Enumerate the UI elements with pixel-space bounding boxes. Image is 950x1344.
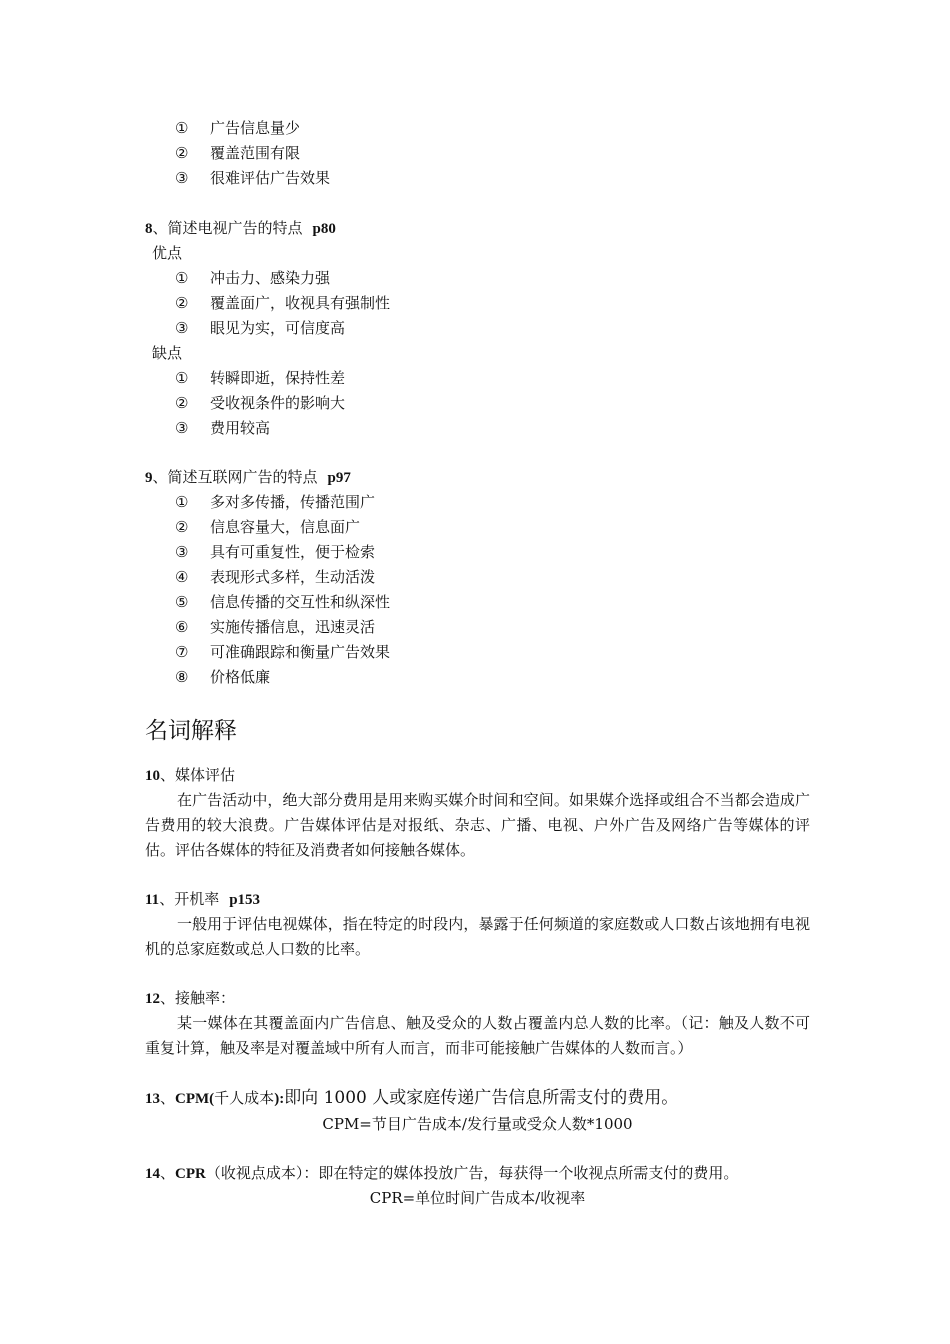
cpr-formula: CPR=单位时间广告成本/收视率 <box>369 1189 586 1207</box>
list-item: ④ 表现形式多样，生动活泼 <box>175 568 376 586</box>
question-10-heading: 10、媒体评估 <box>145 766 236 784</box>
cons-label: 缺点 <box>152 344 183 362</box>
list-item: ② 信息容量大，信息面广 <box>175 518 361 536</box>
question-8-heading: 8、简述电视广告的特点 p80 <box>145 219 336 237</box>
list-item: ② 覆盖面广，收视具有强制性 <box>175 294 391 312</box>
list-item: ③ 很难评估广告效果 <box>175 169 331 187</box>
list-item: ⑥ 实施传播信息，迅速灵活 <box>175 618 376 636</box>
list-item: ① 多对多传播，传播范围广 <box>175 493 376 511</box>
question-13-heading: 13、CPM(千人成本):即向 1000 人或家庭传递广告信息所需支付的费用。 <box>145 1088 679 1108</box>
list-item: ① 广告信息量少 <box>175 119 301 137</box>
cpm-formula: CPM=节目广告成本/发行量或受众人数*1000 <box>322 1115 633 1133</box>
list-item: ⑧ 价格低廉 <box>175 668 271 686</box>
question-11-body: 一般用于评估电视媒体，指在特定的时段内，暴露于任何频道的家庭数或人口数占该地拥有电视机的总家庭数或总人口数的比率。 <box>145 915 810 958</box>
list-item: ③ 眼见为实，可信度高 <box>175 319 346 337</box>
list-item: ① 冲击力、感染力强 <box>175 269 331 287</box>
list-item: ③ 费用较高 <box>175 419 271 437</box>
question-10-body: 在广告活动中，绝大部分费用是用来购买媒介时间和空间。如果媒介选择或组合不当都会造成广告费用的较大浪费。广告媒体评估是对报纸、杂志、广播、电视、户外广告及网络广告等媒体的评估。评估各媒体的特征及消费者如何接触各媒体。 <box>145 791 810 859</box>
question-12-heading: 12、接触率： <box>145 989 236 1007</box>
question-14-heading: 14、CPR（收视点成本）：即在特定的媒体投放广告，每获得一个收视点所需支付的费用。 <box>145 1164 739 1182</box>
list-item: ① 转瞬即逝，保持性差 <box>175 369 346 387</box>
pros-label: 优点 <box>152 244 183 262</box>
list-item: ⑤ 信息传播的交互性和纵深性 <box>175 593 391 611</box>
question-9-heading: 9、简述互联网广告的特点 p97 <box>145 468 351 486</box>
list-item: ② 覆盖范围有限 <box>175 144 301 162</box>
question-11-heading: 11、开机率 p153 <box>145 890 261 908</box>
list-item: ② 受收视条件的影响大 <box>175 394 346 412</box>
question-12-body: 某一媒体在其覆盖面内广告信息、触及受众的人数占覆盖内总人数的比率。（记：触及人数不可重复计算，触及率是对覆盖域中所有人而言，而非可能接触广告媒体的人数而言。） <box>145 1014 810 1057</box>
list-item: ⑦ 可准确跟踪和衡量广告效果 <box>175 643 391 661</box>
list-item: ③ 具有可重复性，便于检索 <box>175 543 376 561</box>
section-title: 名词解释 <box>145 718 237 744</box>
